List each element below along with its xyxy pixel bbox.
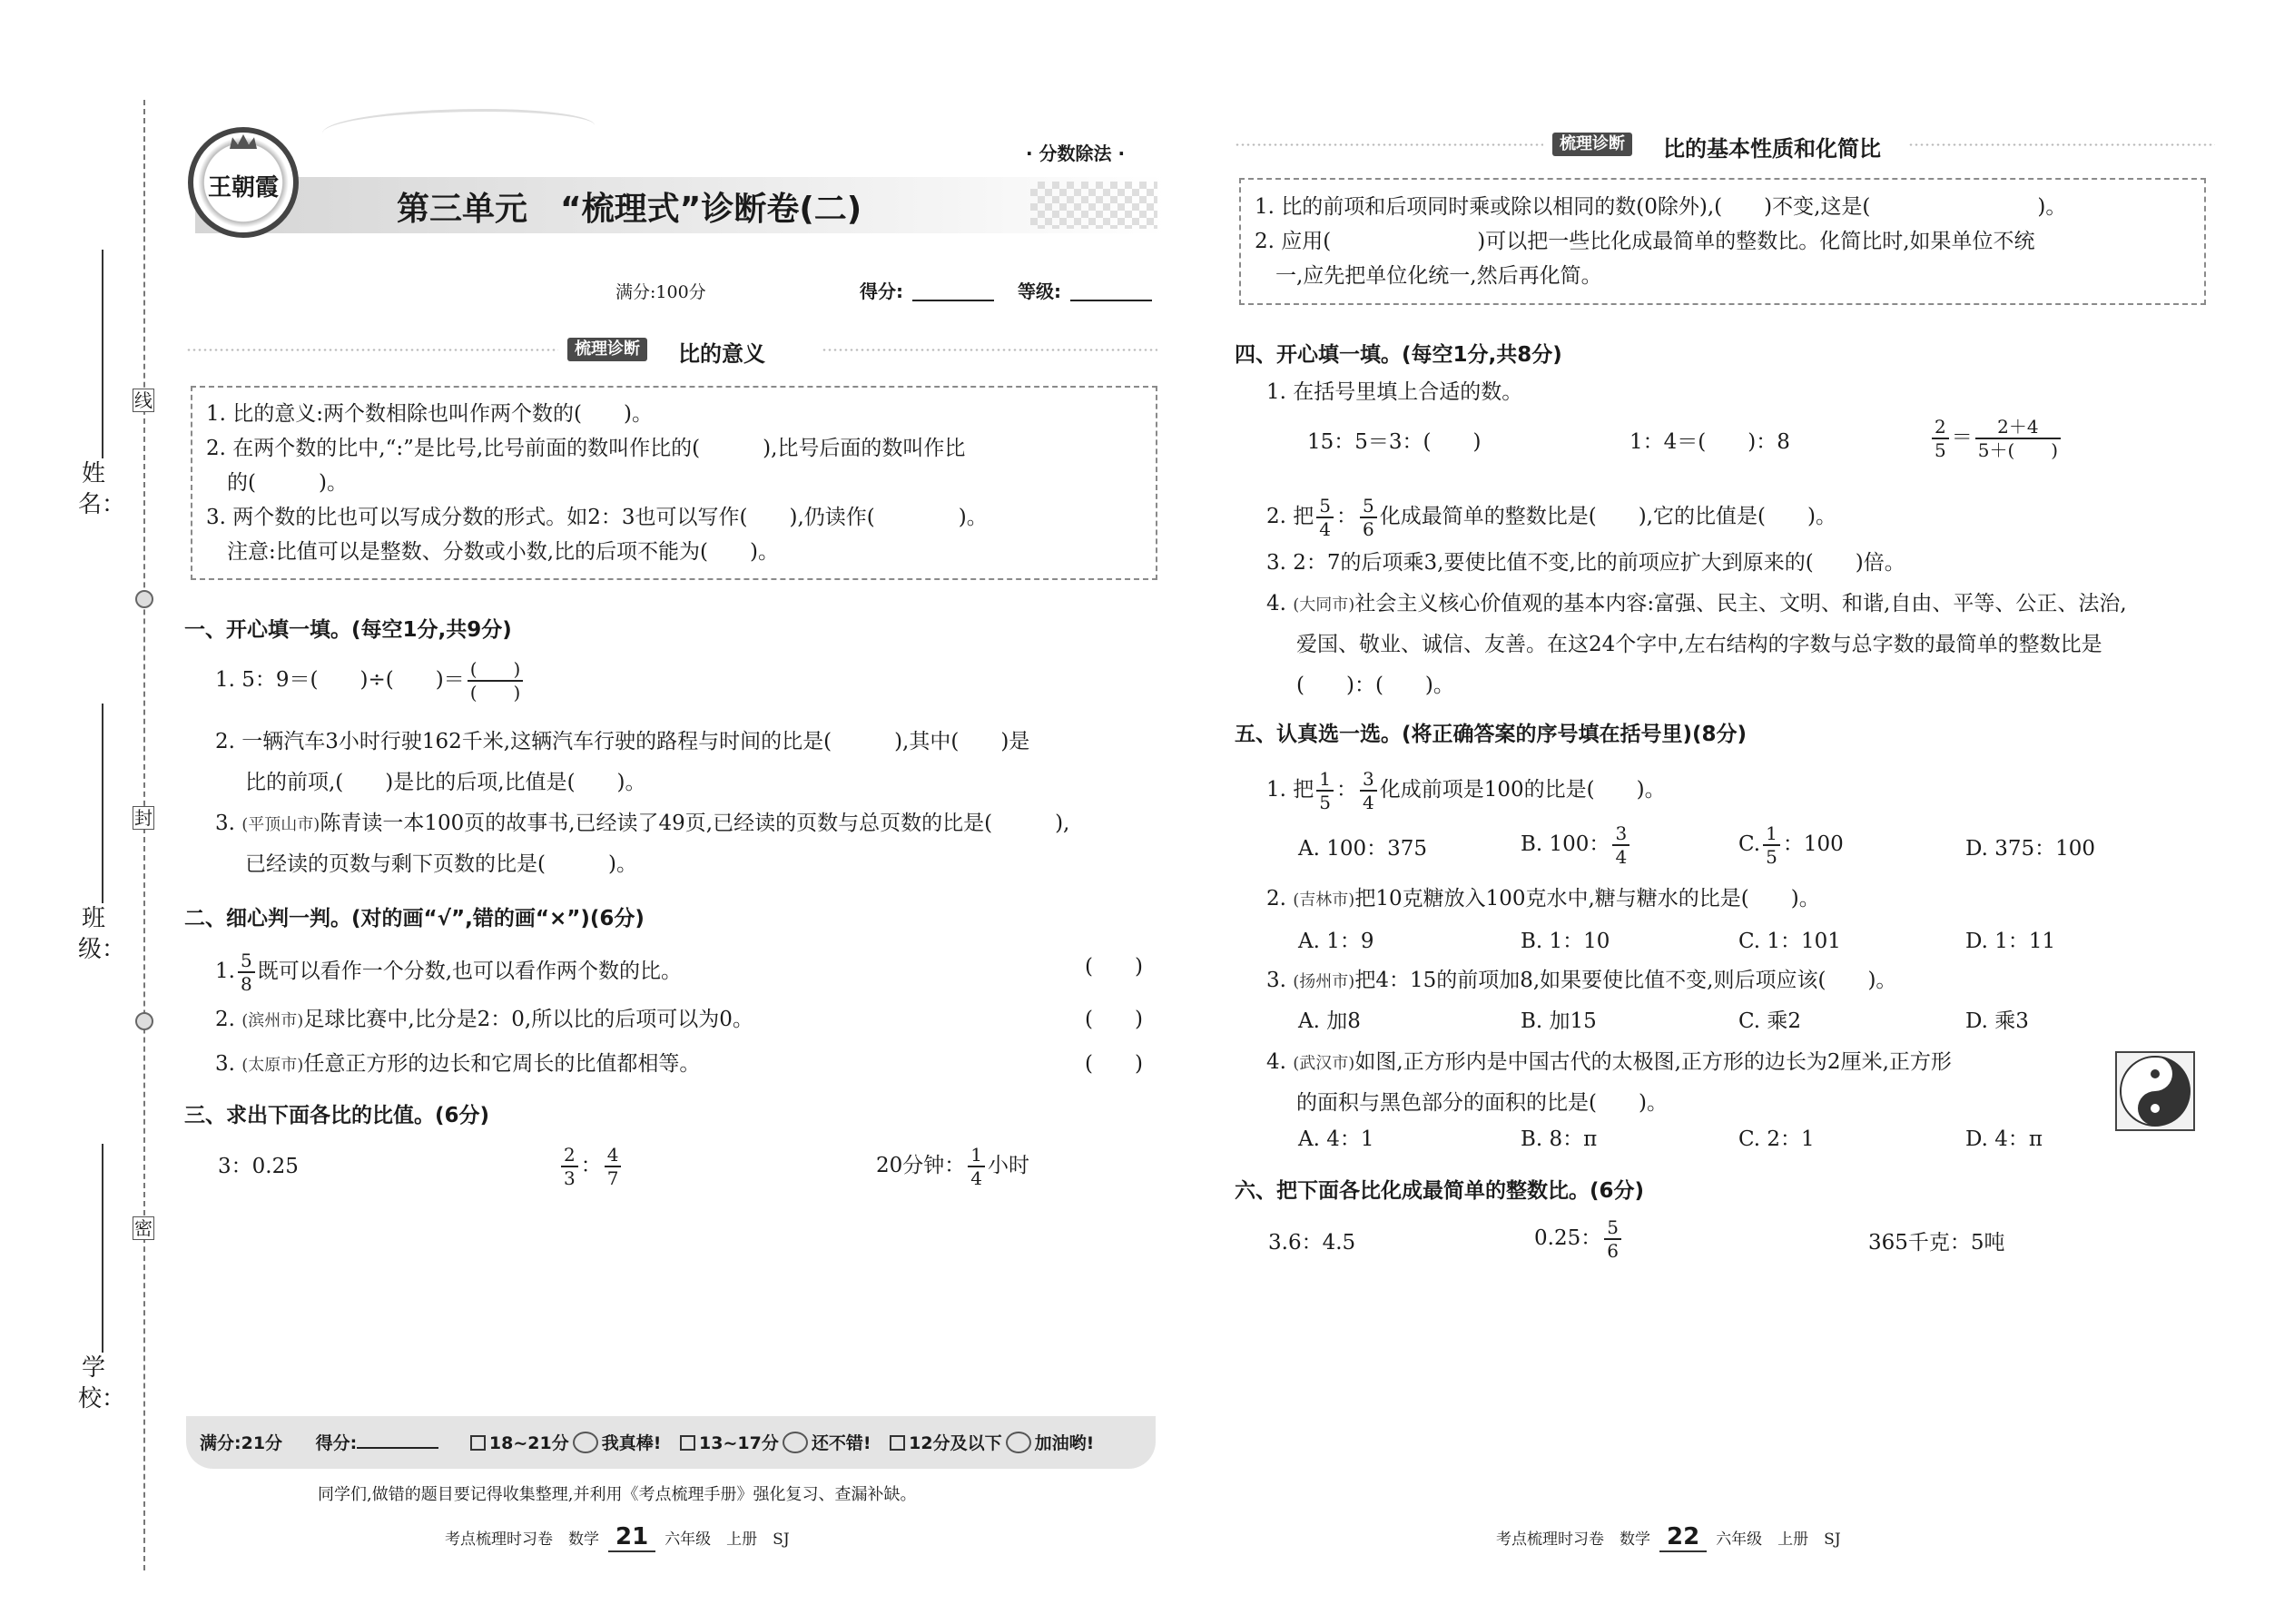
choice-option[interactable]: B. 加15 xyxy=(1521,1009,1597,1033)
review-header xyxy=(186,338,1157,367)
question-cont: 已经读的页数与剩下页数的比是( )。 xyxy=(245,852,637,876)
ratio-expression: 365千克：5吨 xyxy=(1868,1231,2005,1255)
cut-mark-secret: 密 xyxy=(134,1217,153,1239)
review-line: 2. 应用( )可以把一些比化成最简单的整数比。化简比时,如果单位不统 xyxy=(1255,230,2035,253)
binding-hole-icon xyxy=(135,1012,153,1030)
question: 3. (平顶山市)陈青读一本100页的故事书,已经读了49页,已经读的页数与总页数的比是( ), xyxy=(215,812,1070,835)
name-label: 姓名： xyxy=(78,460,126,518)
choice-option[interactable]: A. 1：9 xyxy=(1298,930,1374,953)
option-checkbox[interactable] xyxy=(470,1435,486,1451)
review-line: 1. 比的前项和后项同时乘或除以相同的数(0除外),( )不变,这是( )。 xyxy=(1255,195,2067,219)
taiji-square-figure xyxy=(2115,1051,2195,1131)
right-page xyxy=(1216,0,2215,1624)
grade-field[interactable] xyxy=(1070,300,1152,301)
ratio-expression: $\frac{2}{3}$ ： $\frac{4}{7}$ xyxy=(558,1146,624,1187)
fill-expression: $\frac{2}{5}$ ＝ $\frac{2+4}{5+( )}$ xyxy=(1929,418,2063,459)
question: 3. (扬州市)把4：15的前项加8,如果要使比值不变,则后项应该( )。 xyxy=(1266,969,1897,992)
question: 1. $\frac{5}{8}$ 既可以看作一个分数,也可以看作两个数的比。 xyxy=(215,950,682,995)
question: 1. 在括号里填上合适的数。 xyxy=(1266,380,1523,404)
choice-option[interactable]: C. $\frac{1}{5}$ ：100 xyxy=(1738,822,1844,868)
school-field[interactable] xyxy=(102,1144,103,1353)
question: 4. (武汉市)如图,正方形内是中国古代的太极图,正方形的边长为2厘米,正方形 xyxy=(1266,1050,1952,1074)
fraction: $\frac{( )}{( )}$ xyxy=(468,660,524,702)
study-note: 同学们,做错的题目要记得收集整理,并利用《考点梳理手册》强化复习、查漏补缺。 xyxy=(318,1485,917,1504)
review-line: 1. 比的意义:两个数相除也叫作两个数的( )。 xyxy=(206,402,653,426)
class-field[interactable] xyxy=(102,704,103,903)
full-score: 满分:100分 xyxy=(615,282,706,302)
choice-option[interactable]: A. 加8 xyxy=(1298,1009,1361,1033)
logo-crown-icon xyxy=(230,134,257,149)
review-line: 3. 两个数的比也可以写成分数的形式。如2：3也可以写作( ),仍读作( )。 xyxy=(206,506,988,529)
ratio-expression: 3：0.25 xyxy=(218,1155,299,1178)
score-bar-row: 满分:21分 得分: 18~21分 我真棒! 13~17分 还不错! 12分及以下 加油哟! xyxy=(200,1433,1095,1453)
ratio-expression: 20分钟： $\frac{1}{4}$ 小时 xyxy=(876,1144,1030,1189)
review-tag: 梳理诊断 xyxy=(1552,133,1632,156)
question: 2. (吉林市)把10克糖放入100克水中,糖与糖水的比是( )。 xyxy=(1266,887,1820,910)
review-line: 注意:比值可以是整数、分数或小数,比的后项不能为( )。 xyxy=(206,540,780,564)
school-label: 学校： xyxy=(78,1354,126,1412)
page-title: 第三单元 “梳理式”诊断卷(二) xyxy=(397,191,862,228)
question: 2. (滨州市)足球比赛中,比分是2：0,所以比的后项可以为0。 xyxy=(215,1008,753,1031)
question-cont: 爱国、敬业、诚信、友善。在这24个字中,左右结构的字数与总字数的最简单的整数比是 xyxy=(1296,633,2102,656)
binding-sidebar xyxy=(0,0,159,1624)
choice-option[interactable]: D. 乘3 xyxy=(1965,1009,2029,1033)
option-checkbox[interactable] xyxy=(680,1435,695,1451)
review-title: 比的意义 xyxy=(678,341,765,367)
choice-option[interactable]: B. 100： $\frac{3}{4}$ xyxy=(1521,824,1632,866)
dotted-rule xyxy=(186,348,558,352)
cut-mark-line: 线 xyxy=(134,389,153,411)
ratio-expression: 0.25： $\frac{5}{6}$ xyxy=(1534,1218,1624,1260)
ribbon-decoration xyxy=(322,109,595,150)
grade-label: 等级: xyxy=(1018,281,1061,302)
fold-line xyxy=(143,100,145,1570)
choice-option[interactable]: A. 100：375 xyxy=(1298,837,1428,861)
section-heading: 一、开心填一填。(每空1分,共9分) xyxy=(184,618,512,642)
choice-option[interactable]: C. 乘2 xyxy=(1738,1009,1802,1033)
dotted-rule xyxy=(1908,143,2215,147)
section-heading: 四、开心填一填。(每空1分,共8分) xyxy=(1235,343,1562,367)
question: 3. 2：7的后项乘3,要使比值不变,比的前项应扩大到原来的( )倍。 xyxy=(1266,551,1905,575)
choice-option[interactable]: B. 8：π xyxy=(1521,1127,1598,1151)
dotted-rule xyxy=(822,348,1157,352)
choice-option[interactable]: C. 1：101 xyxy=(1738,930,1841,953)
review-line: 2. 在两个数的比中,“:”是比号,比号前面的数叫作比的( ),比号后面的数叫作比 xyxy=(206,437,966,460)
review-line: 的( )。 xyxy=(206,471,348,495)
answer-paren[interactable]: ( ) xyxy=(1085,1008,1143,1031)
review-header xyxy=(1235,133,2215,162)
section-heading: 六、把下面各比化成最简单的整数比。(6分) xyxy=(1235,1179,1645,1203)
question: 4. (大同市)社会主义核心价值观的基本内容:富强、民主、文明、和谐,自由、平等、公正、法治, xyxy=(1266,592,2127,615)
logo-text: 王朝霞 xyxy=(207,174,279,202)
left-page xyxy=(159,0,1157,1624)
cut-mark-seal: 封 xyxy=(134,807,153,829)
question: 2. 把 $\frac{5}{4}$ ： $\frac{5}{6}$ 化成最简单的整数比是( ),它的比值是( )。 xyxy=(1266,495,1836,540)
name-field[interactable] xyxy=(102,250,103,458)
binding-hole-icon xyxy=(135,590,153,608)
dotted-rule xyxy=(1235,143,1543,147)
score-label: 得分: xyxy=(860,281,903,302)
choice-option[interactable]: A. 4：1 xyxy=(1298,1127,1374,1151)
choice-option[interactable]: D. 1：11 xyxy=(1965,930,2056,953)
review-line: 一,应先把单位化统一,然后再化简。 xyxy=(1255,264,1602,288)
question-cont: 的面积与黑色部分的面积的比是( )。 xyxy=(1296,1091,1668,1115)
page-footer: 考点梳理时习卷 数学 22 六年级 上册 SJ xyxy=(1496,1523,1841,1550)
neutral-face-icon xyxy=(783,1432,808,1453)
question: 3. (太原市)任意正方形的边长和它周长的比值都相等。 xyxy=(215,1052,701,1076)
question: 1. 5：9＝( )÷( )＝ $\frac{( )}{( )}$ xyxy=(215,660,526,702)
review-tag: 梳理诊断 xyxy=(567,338,647,361)
question: 2. 一辆汽车3小时行驶162千米,这辆汽车行驶的路程与时间的比是( ),其中( )是 xyxy=(215,730,1030,753)
section-heading: 二、细心判一判。(对的画“√”,错的画“×”)(6分) xyxy=(184,907,645,930)
question: 1. 把 $\frac{1}{5}$ ： $\frac{3}{4}$ 化成前项是100的比是( )。 xyxy=(1266,768,1666,813)
smile-face-icon xyxy=(573,1432,598,1453)
option-checkbox[interactable] xyxy=(890,1435,905,1451)
choice-option[interactable]: B. 1：10 xyxy=(1521,930,1610,953)
review-title: 比的基本性质和化简比 xyxy=(1663,136,1881,162)
score-field[interactable] xyxy=(357,1447,438,1449)
subject-tag: · 分数除法 · xyxy=(1026,143,1126,164)
choice-option[interactable]: D. 375：100 xyxy=(1965,837,2096,861)
checker-pattern xyxy=(1030,182,1157,229)
fill-expression: 1：4＝( )：8 xyxy=(1629,430,1790,454)
logo-badge xyxy=(188,127,299,238)
class-label: 班级： xyxy=(78,905,126,963)
section-heading: 三、求出下面各比的比值。(6分) xyxy=(184,1104,490,1127)
question-cont: ( )：( )。 xyxy=(1296,674,1454,697)
fraction: $\frac{5}{8}$ xyxy=(238,951,255,993)
question-cont: 比的前项,( )是比的后项,比值是( )。 xyxy=(245,771,646,794)
answer-paren[interactable]: ( ) xyxy=(1085,955,1143,979)
score-field[interactable] xyxy=(912,300,994,301)
answer-paren[interactable]: ( ) xyxy=(1085,1052,1143,1076)
page-footer: 考点梳理时习卷 数学 21 六年级 上册 SJ xyxy=(445,1523,790,1550)
yin-yang-icon xyxy=(2117,1053,2193,1129)
choice-option[interactable]: D. 4：π xyxy=(1965,1127,2043,1151)
section-heading: 五、认真选一选。(将正确答案的序号填在括号里)(8分) xyxy=(1235,723,1748,746)
cheer-face-icon xyxy=(1006,1432,1031,1453)
fill-expression: 15：5＝3：( ) xyxy=(1307,430,1482,454)
choice-option[interactable]: C. 2：1 xyxy=(1738,1127,1815,1151)
ratio-expression: 3.6：4.5 xyxy=(1268,1231,1356,1255)
page-number: 21 xyxy=(608,1523,655,1552)
page-number: 22 xyxy=(1659,1523,1707,1552)
